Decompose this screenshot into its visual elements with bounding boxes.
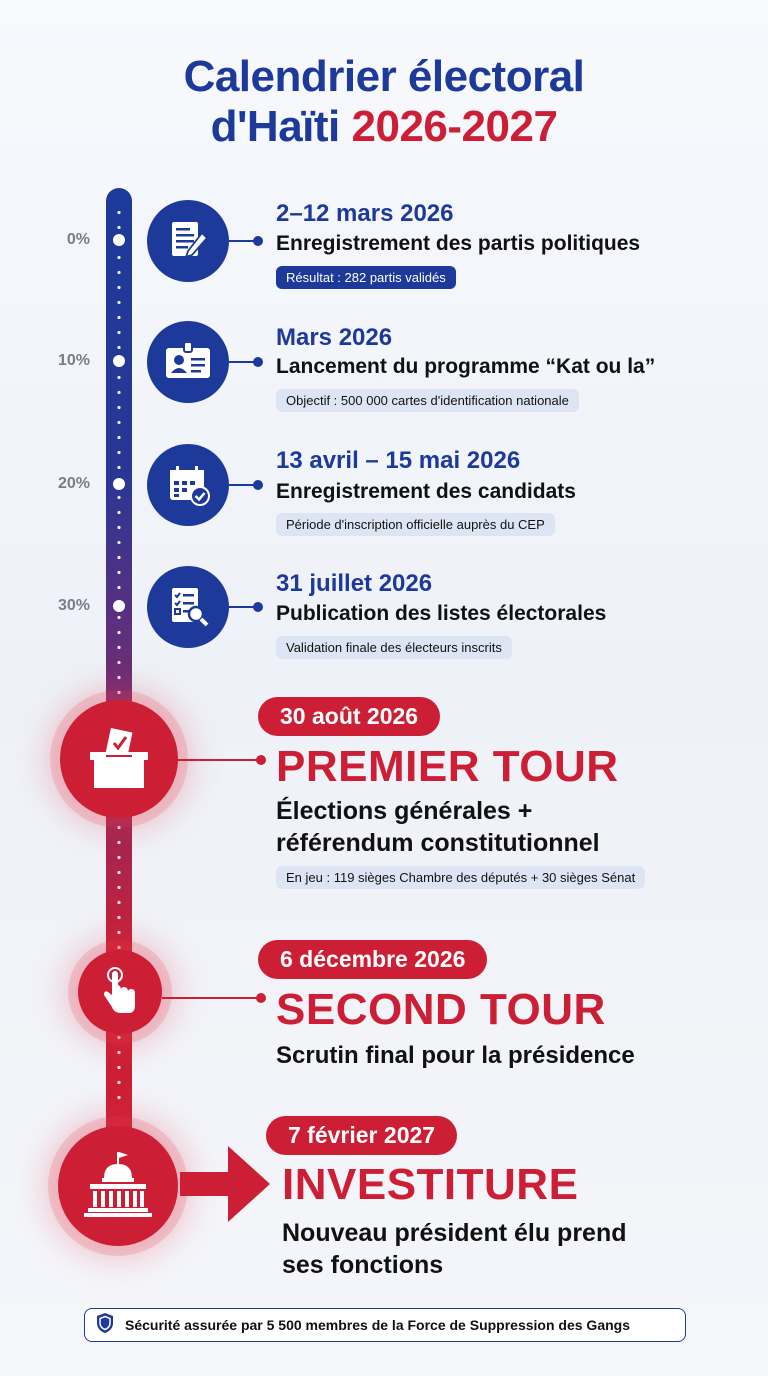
checklist-search-icon	[147, 566, 229, 648]
percent-label-30: 30%	[57, 597, 90, 614]
subtitle-line: référendum constitutionnel	[276, 829, 600, 857]
connector-dot	[253, 236, 263, 246]
event-label: Lancement du programme “Kat ou la”	[276, 355, 656, 378]
timeline-node	[113, 478, 125, 490]
footer-text: Sécurité assurée par 5 500 membres de la Force de Suppression des Gangs	[125, 1317, 630, 1333]
event-label: Enregistrement des candidats	[276, 480, 576, 503]
connector-dot	[256, 755, 266, 765]
premier-tour-pill: En jeu : 119 sièges Chambre des députés + 30 sièges Sénat	[276, 866, 645, 889]
event-label: Publication des listes électorales	[276, 602, 607, 625]
timeline-node	[113, 355, 125, 367]
arrow-right-icon	[180, 1142, 270, 1226]
premier-tour-date: 30 août 2026	[258, 697, 440, 736]
capitol-building-icon	[58, 1126, 178, 1246]
second-tour-title: SECOND TOUR	[276, 985, 606, 1034]
connector	[162, 997, 260, 999]
second-tour-date: 6 décembre 2026	[258, 940, 487, 979]
investiture-date: 7 février 2027	[266, 1116, 457, 1155]
event-date: 31 juillet 2026	[276, 570, 433, 597]
connector-dot	[253, 602, 263, 612]
subtitle-line: ses fonctions	[282, 1251, 444, 1279]
ballot-box-icon	[60, 700, 178, 818]
page-title	[0, 52, 768, 152]
title-line-2	[0, 102, 768, 152]
connector	[178, 759, 260, 761]
title-years: 2026-2027	[351, 102, 558, 151]
document-pen-icon	[147, 200, 229, 282]
timeline-node	[113, 600, 125, 612]
percent-label-0: 0%	[66, 231, 90, 248]
title-prefix: d'Haïti	[210, 102, 352, 151]
footer-banner	[84, 1308, 686, 1342]
event-label: Enregistrement des partis politiques	[276, 232, 641, 255]
event-pill: Période d'inscription officielle auprès du CEP	[276, 513, 555, 536]
event-date: Mars 2026	[276, 324, 393, 351]
calendar-check-icon	[147, 444, 229, 526]
id-card-icon	[147, 321, 229, 403]
second-tour-subtitle: Scrutin final pour la présidence	[276, 1042, 635, 1069]
subtitle-line: Élections générales +	[276, 797, 533, 825]
title-line-1: Calendrier électoral	[183, 52, 585, 101]
shield-icon	[95, 1312, 115, 1339]
event-date: 13 avril – 15 mai 2026	[276, 447, 521, 474]
investiture-subtitle	[282, 1217, 627, 1281]
event-pill: Validation finale des électeurs inscrits	[276, 636, 512, 659]
connector-dot	[253, 357, 263, 367]
investiture-title: INVESTITURE	[282, 1160, 579, 1209]
connector-dot	[256, 993, 266, 1003]
hand-pointer-icon	[78, 950, 162, 1034]
connector-dot	[253, 480, 263, 490]
timeline-node	[113, 234, 125, 246]
event-pill: Objectif : 500 000 cartes d'identification nationale	[276, 389, 579, 412]
percent-label-10: 10%	[57, 352, 90, 369]
percent-label-20: 20%	[57, 475, 90, 492]
premier-tour-subtitle	[276, 795, 600, 859]
event-pill: Résultat : 282 partis validés	[276, 266, 456, 289]
subtitle-line: Nouveau président élu prend	[282, 1219, 627, 1247]
event-date: 2–12 mars 2026	[276, 200, 454, 227]
premier-tour-title: PREMIER TOUR	[276, 742, 619, 791]
